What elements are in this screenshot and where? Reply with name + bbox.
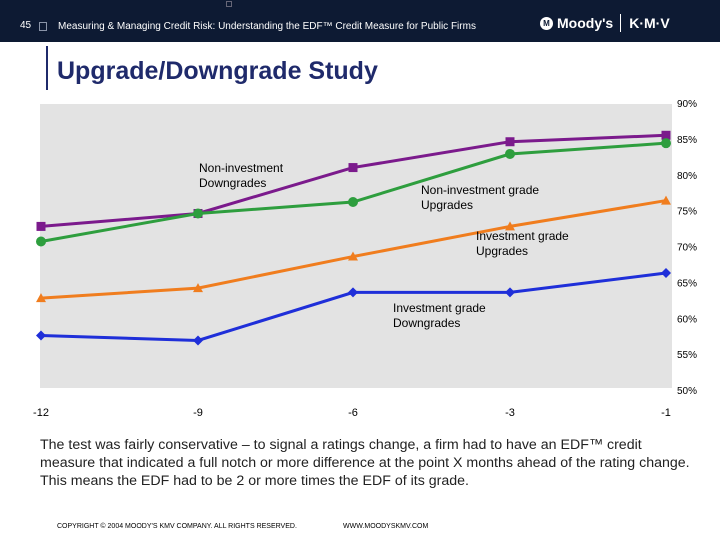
annotation-line: Investment grade [476,229,569,243]
y-axis-ticks [677,99,697,397]
footer-website-link[interactable]: WWW.MOODYSKMV.COM [343,523,429,530]
x-axis-ticks [33,407,671,419]
footer-copyright: COPYRIGHT © 2004 MOODY'S KMV COMPANY. ALL RIGHTS RESERVED. [57,523,297,530]
x-tick-label: -9 [193,407,203,419]
line-chart [0,92,720,432]
x-tick-label: -6 [348,407,358,419]
annotation-line: Investment grade [393,301,486,315]
annotation-line: Non-investment grade [421,183,540,197]
y-tick-label: 75% [676,206,697,218]
annotation-line: Upgrades [476,244,529,258]
y-tick-label: 65% [676,278,697,290]
x-tick-label: -12 [33,407,49,419]
annotation-line: Downgrades [393,316,461,330]
logo-divider [620,14,621,32]
y-tick-label: 55% [676,350,697,362]
moodys-logo [540,12,670,34]
title-bullet-icon [39,22,47,31]
title-accent-bar [46,46,48,90]
data-point-circle [505,149,515,159]
moodys-logo-icon: M [540,17,553,30]
data-point-circle [348,197,358,207]
annotation-line: Upgrades [421,198,474,212]
logo-text: Moody's [557,15,614,31]
page-number: 45 [20,20,32,31]
x-tick-label: -3 [505,407,515,419]
y-tick-label: 80% [676,170,697,182]
annotation-line: Downgrades [199,176,267,190]
data-point-square [349,163,358,172]
y-tick-label: 70% [676,242,697,254]
presentation-title: Measuring & Managing Credit Risk: Understanding the EDF™ Credit Measure for Public Firms [58,21,476,32]
header-bar [0,0,720,42]
top-marker [226,1,232,7]
plot-area [40,104,672,388]
y-tick-label: 50% [676,386,697,397]
x-tick-label: -1 [661,407,671,419]
slide-title: Upgrade/Downgrade Study [57,57,378,85]
caption-text: The test was fairly conservative – to signal a ratings change, a firm had to have an EDF™ credit measure that indicated a full notch or more difference at the point X months ahead of the rating change. This means the EDF had to be 2 or more times the EDF of its grade. [40,437,690,489]
logo-suffix: K·M·V [629,15,670,31]
data-point-square [506,137,515,146]
data-point-square [37,222,46,231]
y-tick-label: 60% [676,314,697,326]
data-point-circle [661,138,671,148]
y-tick-label: 90% [676,99,697,110]
y-tick-label: 85% [676,134,697,146]
data-point-circle [36,236,46,246]
annotation-line: Non-investment [199,161,284,175]
data-point-circle [193,208,203,218]
